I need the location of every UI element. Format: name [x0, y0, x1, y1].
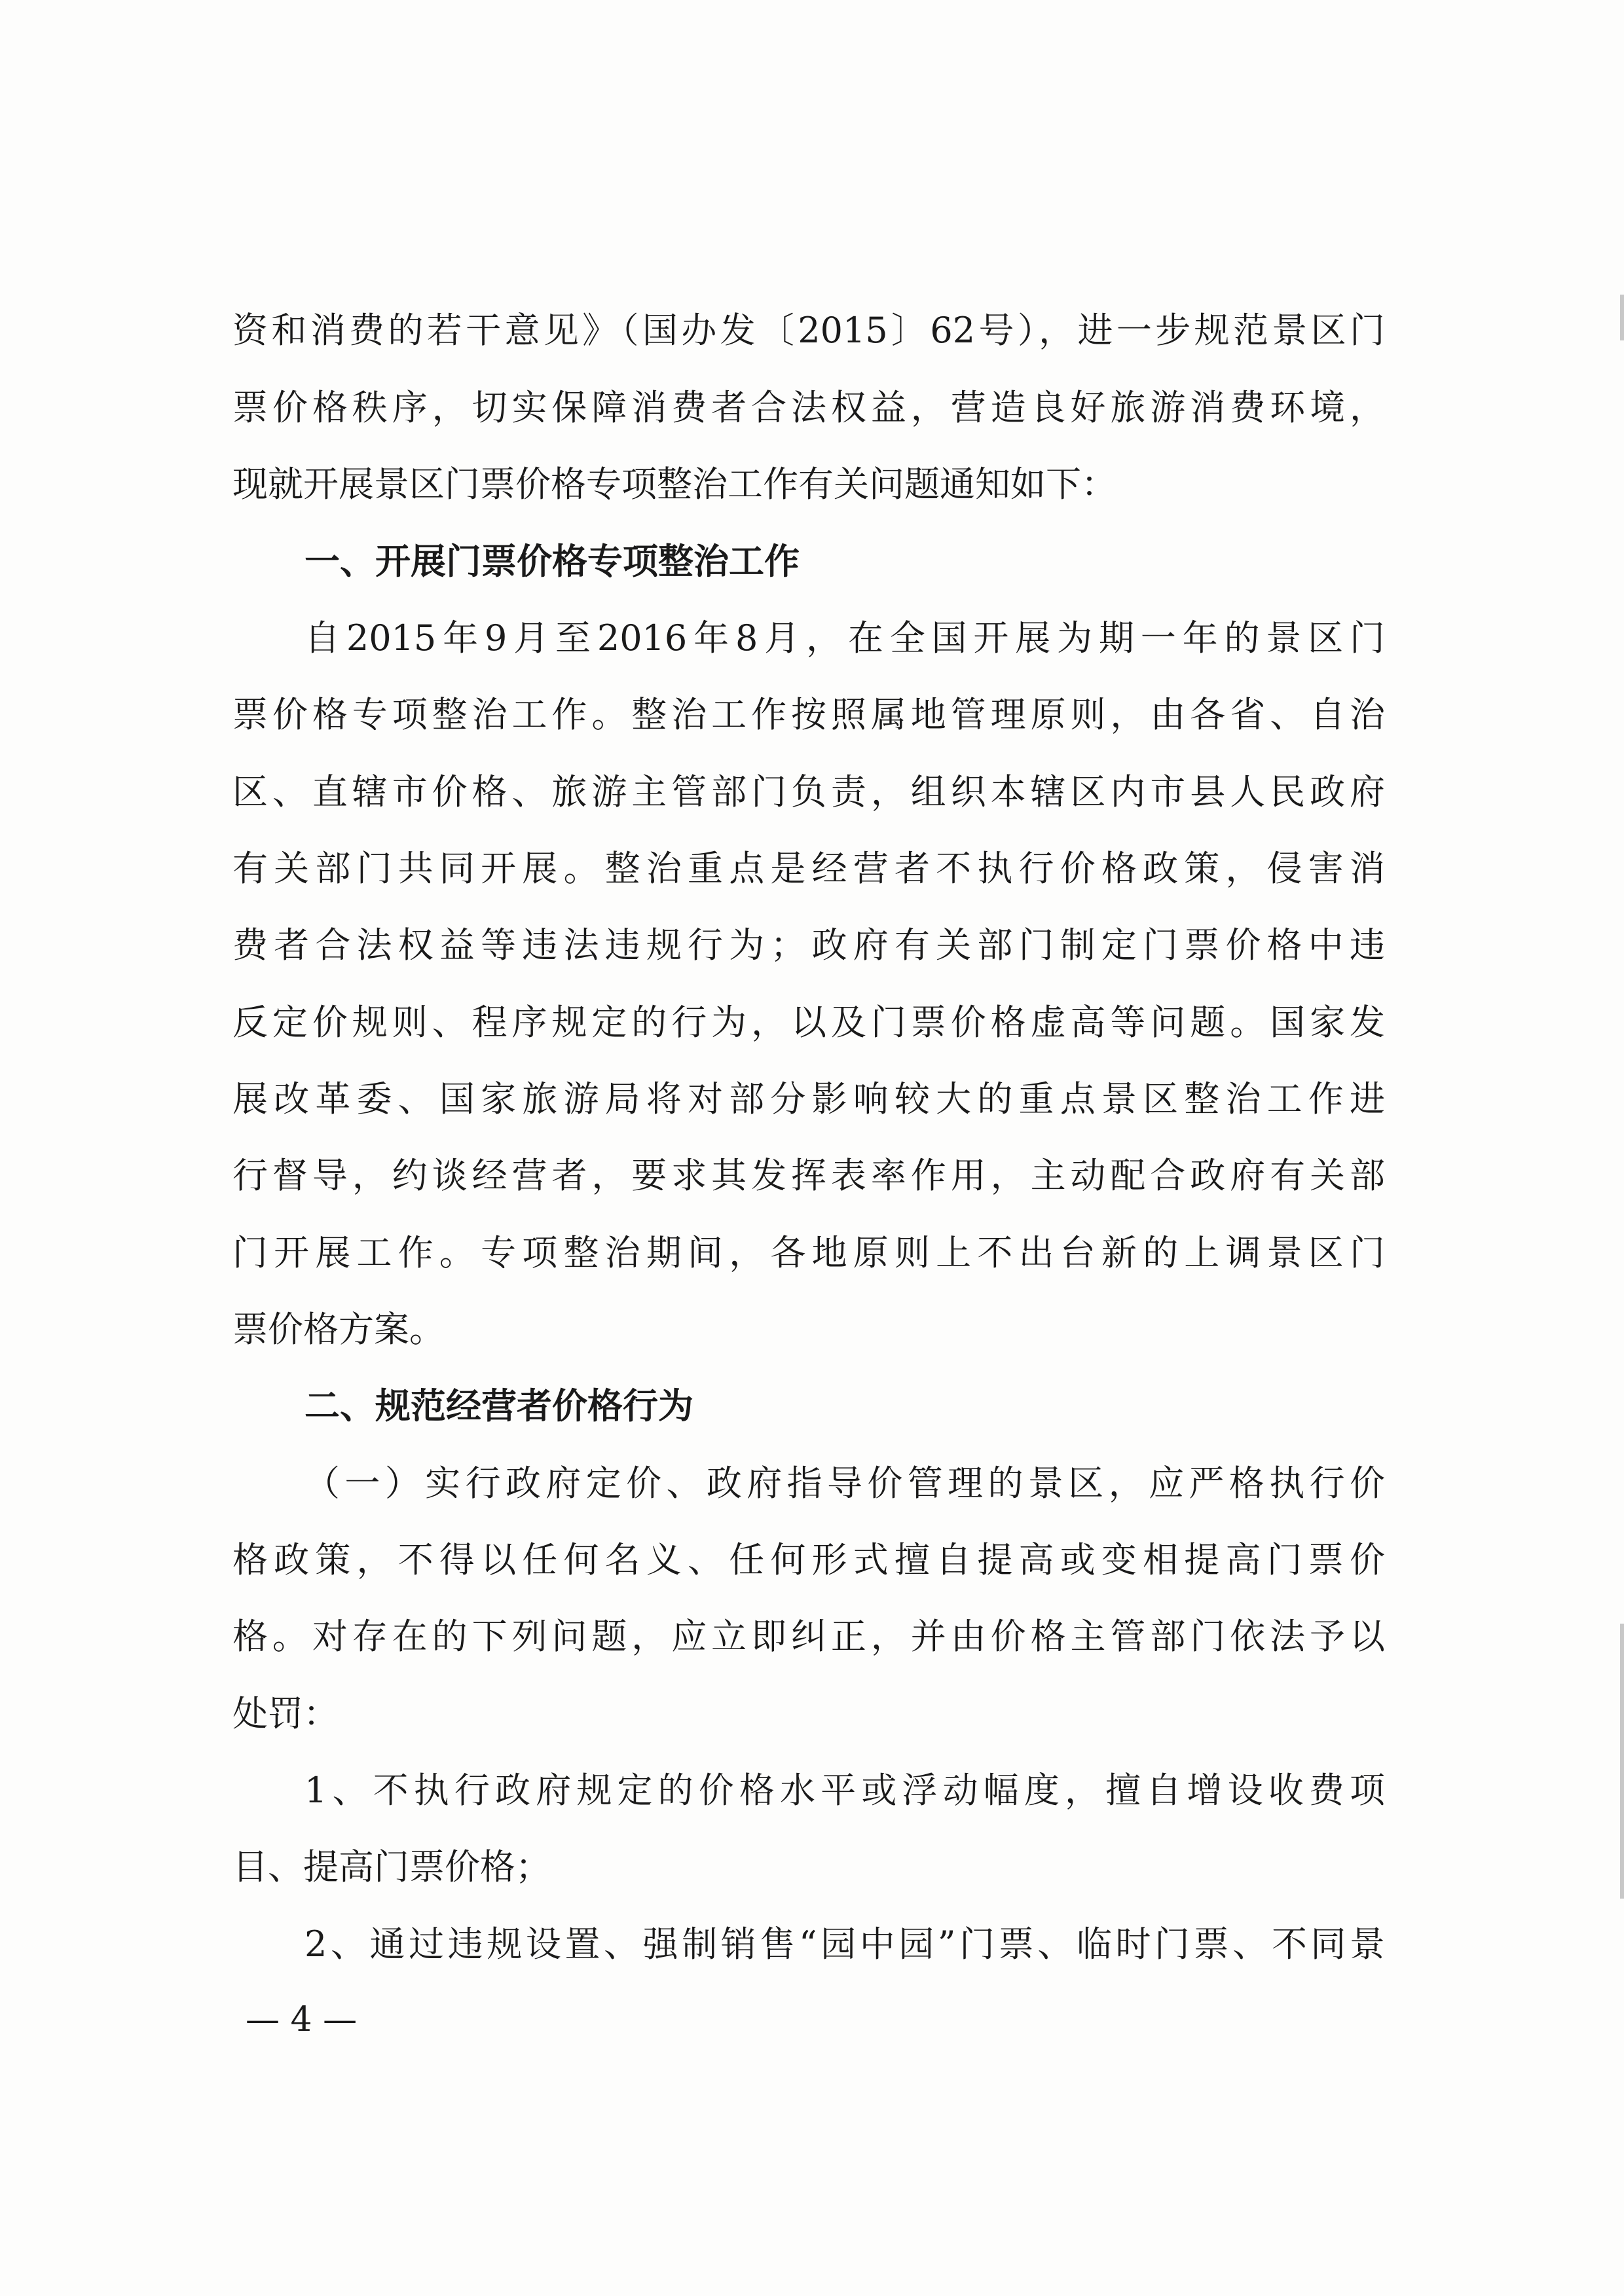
paragraph-line: 资和消费的若干意见》（国办发〔2015〕62号），进一步规范景区门 — [232, 310, 1385, 351]
paragraph-line: 展改革委、国家旅游局将对部分影响较大的重点景区整治工作进 — [232, 1078, 1385, 1120]
paragraph-line: 门开展工作。专项整治期间，各地原则上不出台新的上调景区门 — [232, 1232, 1385, 1273]
paragraph-line: 自2015年9月至2016年8月，在全国开展为期一年的景区门 — [304, 617, 1385, 659]
page-edge-mark — [1620, 1624, 1624, 1899]
paragraph-line: 格。对存在的下列问题，应立即纠正，并由价格主管部门依法予以 — [232, 1616, 1385, 1657]
paragraph-line: 2、通过违规设置、强制销售“园中园”门票、临时门票、不同景 — [304, 1923, 1385, 1965]
paragraph-line: 票价格专项整治工作。整治工作按照属地管理原则，由各省、自治 — [232, 694, 1385, 735]
paragraph-line: 目、提高门票价格； — [232, 1846, 551, 1887]
paragraph-line: 费者合法权益等违法违规行为；政府有关部门制定门票价格中违 — [232, 924, 1385, 966]
section-heading-1: 一、开展门票价格专项整治工作 — [304, 541, 800, 582]
paragraph-line: 有关部门共同开展。整治重点是经营者不执行价格政策，侵害消 — [232, 848, 1385, 889]
page-number: — 4 — — [246, 2000, 358, 2039]
paragraph-line: （一）实行政府定价、政府指导价管理的景区，应严格执行价 — [304, 1463, 1385, 1504]
paragraph-line: 1、不执行政府规定的价格水平或浮动幅度，擅自增设收费项 — [304, 1770, 1385, 1811]
paragraph-line: 行督导，约谈经营者，要求其发挥表率作用，主动配合政府有关部 — [232, 1155, 1385, 1196]
section-heading-2: 二、规范经营者价格行为 — [304, 1385, 693, 1427]
paragraph-line: 现就开展景区门票价格专项整治工作有关问题通知如下： — [232, 464, 1116, 505]
paragraph-line: 区、直辖市价格、旅游主管部门负责，组织本辖区内市县人民政府 — [232, 771, 1385, 812]
page-edge-mark — [1620, 295, 1624, 340]
paragraph-line: 票价格方案。 — [232, 1309, 445, 1350]
paragraph-line: 票价格秩序，切实保障消费者合法权益，营造良好旅游消费环境， — [232, 387, 1385, 428]
paragraph-line: 处罚： — [232, 1693, 339, 1734]
paragraph-line: 格政策，不得以任何名义、任何形式擅自提高或变相提高门票价 — [232, 1539, 1385, 1580]
paragraph-line: 反定价规则、程序规定的行为，以及门票价格虚高等问题。国家发 — [232, 1002, 1385, 1043]
